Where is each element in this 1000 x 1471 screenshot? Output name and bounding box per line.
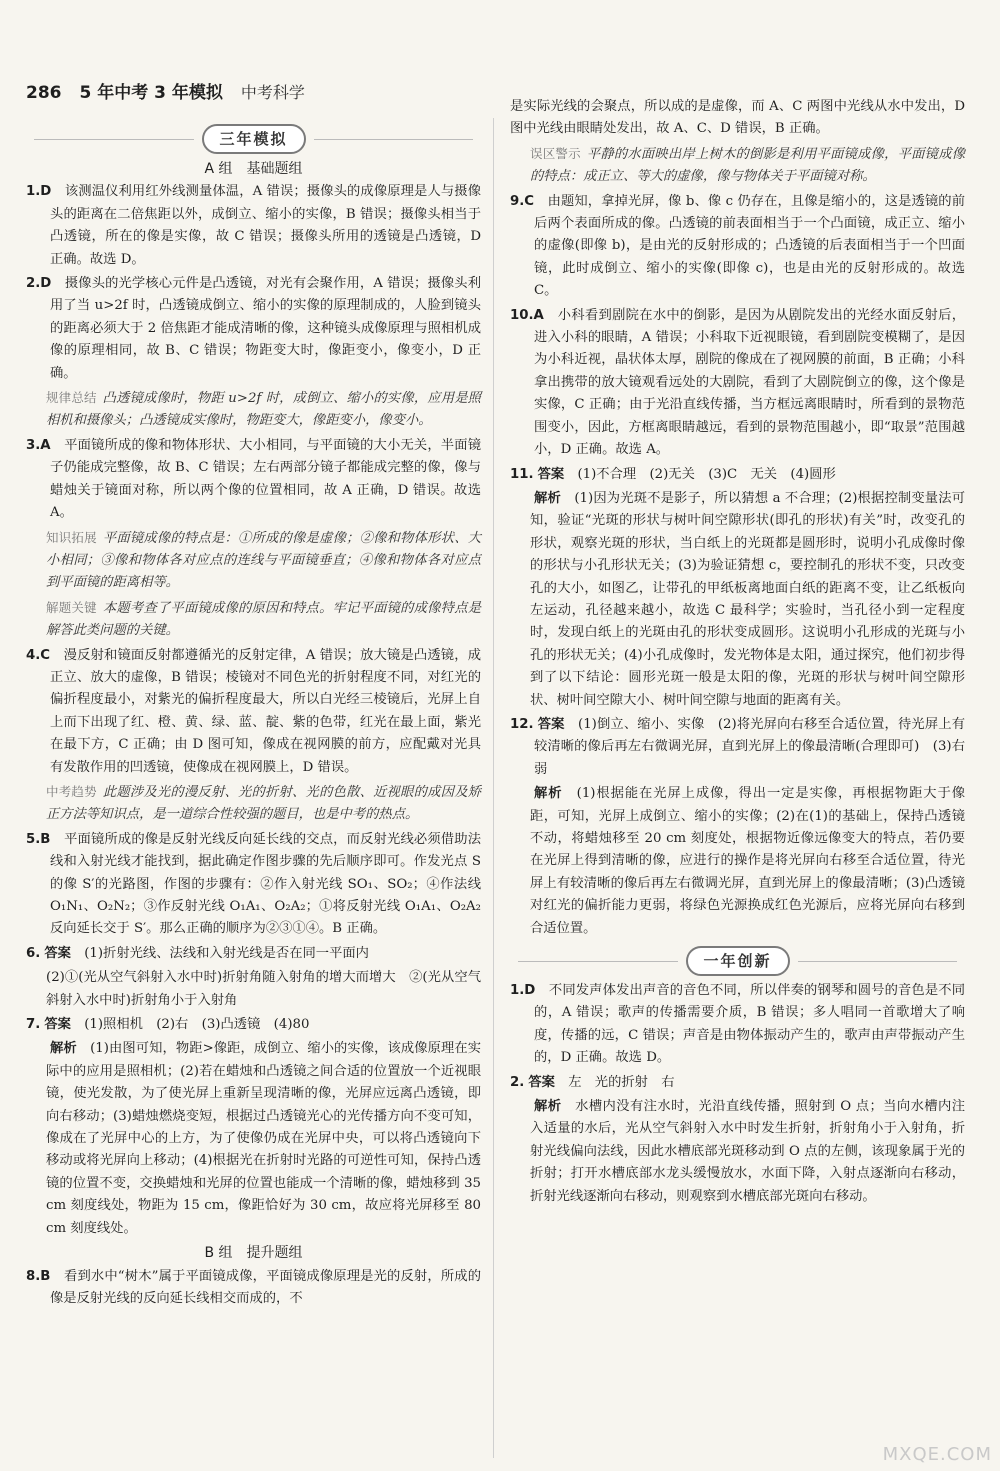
answer-line: (2)①(光从空气斜射入水中时)折射角随入射角的增大而增大 ②(光从空气斜射入水中时)折射角小于入射角 bbox=[46, 970, 481, 1008]
answer-item: 8.B 看到水中“树木”属于平面镜成像，平面镜成像原理是光的反射，所成的像是反射光线的反向延长线相交而成的，不 bbox=[26, 1268, 481, 1306]
section-title: 三年模拟 bbox=[202, 124, 306, 154]
analysis: 解析 (1)由图可知，物距>像距，成倒立、缩小的实像，该成像原理在实际中的应用是照相机；(2)若在蜡烛和凸透镜之间合适的位置放一个近视眼镜，使光发散，为了使光屏上重新呈现清晰的像，光屏应远离凸透镜，即向右移动；(3)蜡烛燃烧变短，根据过凸透镜光心的光传播方向不变可知，像成在了光屏中心的上方，为了使像仍成在光屏中央，可以将凸透镜向下移动或将光屏向上移动；(4)根据光在折射时光路的可逆性可知，保持凸透镜的位置不变，交换蜡烛和光屏的位置也能成一个清晰的像，蜡烛移到 35 cm 刻度线处，物距为 15 cm，像距恰好为 30 cm，故应将光屏移至 80 cm 刻度线处。 bbox=[46, 1041, 482, 1236]
answer-item: 2. 答案 左 光的折射 右 bbox=[510, 1074, 675, 1090]
tip-note: 规律总结 凸透镜成像时，物距 u>2f 时，成倒立、缩小的实像，应用是照相机和摄像头；凸透镜成实像时，物距变大，像距变小，像变小。 bbox=[46, 390, 481, 429]
book-title: 5 年中考 3 年模拟 bbox=[79, 83, 223, 103]
left-column bbox=[26, 118, 481, 1312]
page-header bbox=[26, 78, 305, 103]
analysis: 解析 水槽内没有注水时，光沿直线传播，照射到 O 点；当向水槽内注入适量的水后，光从空气斜射入水中时发生折射，折射角小于入射角，折射光线偏向法线，因此水槽底部光斑移动到 O 点的左侧，该现象属于光的折射；打开水槽底部水龙头缓慢放水，水面下降，入射点逐渐向右移动，折射光线逐渐向右移动，则观察到水槽底部光斑向右移动。 bbox=[530, 1099, 966, 1204]
tip-note: 解题关键 本题考查了平面镜成像的原因和特点。牢记平面镜的成像特点是解答此类问题的关键。 bbox=[46, 599, 481, 639]
continued-text: 是实际光线的会聚点，所以成的是虚像，而 A、C 两图中光线从水中发出，D 图中光线由眼睛处发出，故 A、C、D 错误，B 正确。 bbox=[510, 99, 965, 137]
tip-note: 知识拓展 平面镜成像的特点是：①所成的像是虚像；②像和物体形状、大小相同；③像和物体各对应点的连线与平面镜垂直；④像和物体各对应点到平面镜的距离相等。 bbox=[46, 529, 481, 591]
answer-item: 4.C 漫反射和镜面反射都遵循光的反射定律，A 错误；放大镜是凸透镜，成正立、放大的虚像，B 错误；棱镜对不同色光的折射程度不同，对红光的偏折程度最小，对紫光的偏折程度最大，所以白光经三棱镜后，光屏上自上而下出现了红、橙、黄、绿、蓝、靛、紫的色带，红光在最上面，紫光在最下方，C 正确；由 D 图可知，像成在视网膜的前方，应配戴对光具有发散作用的凹透镜，使像成在视网膜上，D 错误。 bbox=[26, 647, 481, 775]
answer-item: 1.D 该测温仪利用红外线测量体温，A 错误；摄像头的成像原理是人与摄像头的距离在二倍焦距以外，成倒立、缩小的实像，B 错误；摄像头相当于凸透镜，所在的像是实像，故 C 错误；摄像头所用的透镜是凸透镜，D 正确。故选 D。 bbox=[26, 184, 481, 267]
answer-item: 12. 答案 (1)倒立、缩小、实像 (2)将光屏向右移至合适位置，待光屏上有较清晰的像后再左右微调光屏，直到光屏上的像最清晰(合理即可) (3)右 弱 bbox=[510, 716, 979, 777]
group-heading-a: A 组 基础题组 bbox=[204, 161, 303, 177]
section-banner-san bbox=[26, 122, 481, 156]
group-heading-b: B 组 提升题组 bbox=[204, 1245, 303, 1262]
column-divider bbox=[493, 118, 494, 1458]
answer-item: 11. 答案 (1)不合理 (2)无关 (3)C 无关 (4)圆形 bbox=[510, 466, 836, 482]
section-title: 一年创新 bbox=[686, 946, 790, 976]
answer-item: 9.C 由题知，拿掉光屏，像 b、像 c 仍存在，且像是缩小的，这是透镜的前后两个表面所成的像。凸透镜的前表面相当于一个凸面镜，成正立、缩小的虚像(即像 b)，是由光的反射形成的；凸透镜的后表面相当于一个凹面镜，此时成倒立、缩小的实像(即像 c)，也是由光的反射形成的。故选 C。 bbox=[510, 193, 966, 299]
answer-item: 6. 答案 (1)折射光线、法线和入射光线是否在同一平面内 bbox=[26, 945, 369, 961]
tip-note: 误区警示 平静的水面映出岸上树木的倒影是利用平面镜成像，平面镜成像的特点：成正立、等大的虚像，像与物体关于平面镜对称。 bbox=[530, 145, 965, 185]
answer-item: 5.B 平面镜所成的像是反射光线反向延长线的交点，而反射光线必须借助法线和入射光线才能找到，据此确定作图步骤的先后顺序即可。作发光点 S 的像 S′的光路图，作图的步骤有：②作入射光线 SO₁、SO₂；④作法线 O₁N₁、O₂N₂；③作反射光线 O₁A₁、O₂A₂；①将反射光线 O₁A₁、O₂A₂ 反向延长交于 S′。那么正确的顺序为②③①④。B 正确。 bbox=[26, 831, 482, 937]
analysis: 解析 (1)因为光斑不是影子，所以猜想 a 不合理；(2)根据控制变量法可知，验证“光斑的形状与树叶间空隙形状(即孔的形状)有关”时，改变孔的形状，观察光斑的形状，当白纸上的光斑都是圆形时，说明小孔成像时像的形状与小孔形状无关；(3)为验证猜想 c，要控制孔的形状不变，只改变孔的大小，如图乙，让带孔的甲纸板离地面白纸的距离不变，让乙纸板向左运动，孔径越来越小，故选 C 最科学；实验时，当孔径小到一定程度时，发现白纸上的光斑由孔的形状变成圆形。这说明小孔形成的光斑与小孔的形状无关；(4)小孔成像时，发光物体是太阳，通过探究，他们初步得到了以下结论：圆形光斑一般是太阳的像，光斑的形状与树叶间空隙形状、树叶间空隙大小、树叶间空隙与地面的距离有关。 bbox=[530, 490, 965, 708]
answer-item: 2.D 摄像头的光学核心元件是凸透镜，对光有会聚作用，A 错误；摄像头利用了当 u>2f 时，凸透镜成倒立、缩小的实像的原理制成的，人脸到镜头的距离必须大于 2 倍焦距才能成清晰的像，这种镜头成像原理与照相机成像的原理相同，故 B、C 错误；物距变大时，像距变小，像变小，D 正确。 bbox=[26, 276, 481, 381]
analysis: 解析 (1)根据能在光屏上成像，得出一定是实像，再根据物距大于像距，可知，光屏上成倒立、缩小的实像；(2)在(1)的基础上，保持凸透镜不动，将蜡烛移至 20 cm 刻度处，根据物近像远像变大的特点，若仍要在光屏上得到清晰的像，应进行的操作是将光屏向右移至合适位置，待光屏上有较清晰的像后再左右微调光屏，直到光屏上的像最清晰；(3)凸透镜对红光的偏折能力更弱，将绿色光源换成红色光源后，应将光屏向右移到合适位置。 bbox=[530, 786, 966, 936]
tip-note: 中考趋势 此题涉及光的漫反射、光的折射、光的色散、近视眼的成因及矫正方法等知识点，是一道综合性较强的题目，也是中考的热点。 bbox=[46, 783, 481, 823]
book-subject: 中考科学 bbox=[240, 83, 305, 102]
answer-item: 7. 答案 (1)照相机 (2)右 (3)凸透镜 (4)80 bbox=[26, 1017, 310, 1033]
section-banner-yi bbox=[510, 944, 965, 978]
page-number: 286 bbox=[26, 83, 62, 103]
answer-item: 10.A 小科看到剧院在水中的倒影，是因为从剧院发出的光经水面反射后，进入小科的眼睛，A 错误；小科取下近视眼镜，看到剧院变模糊了，是因为小科近视，晶状体太厚，剧院的像成在了视网膜的前面，B 正确；小科拿出携带的放大镜观看远处的大剧院，看到了大剧院倒立的像，这个像是实像，C 正确；由于光沿直线传播，当方框远离眼睛时，所看到的景物范围变小，因此，方框离眼睛越远，看到的景物范围越小，即“取景”范围越小，D 正确。故选 A。 bbox=[510, 307, 966, 458]
right-column bbox=[510, 96, 979, 1210]
answer-item: 3.A 平面镜所成的像和物体形状、大小相同，与平面镜的大小无关，半面镜子仍能成完整像，故 B、C 错误；左右两部分镜子都能成完整的像，像与蜡烛关于镜面对称，所以两个像的位置相同，故 A 正确，D 错误。故选 A。 bbox=[26, 437, 482, 521]
answer-item: 1.D 不同发声体发出声音的音色不同，所以伴奏的钢琴和圆号的音色是不同的，A 错误；歌声的传播需要介质，B 错误；多人唱同一首歌增大了响度，传播的远，C 错误；声音是由物体振动产生的，歌声由声带振动产生的，D 正确。故选 D。 bbox=[510, 983, 966, 1066]
watermark: MXQE.COM bbox=[882, 1444, 992, 1465]
